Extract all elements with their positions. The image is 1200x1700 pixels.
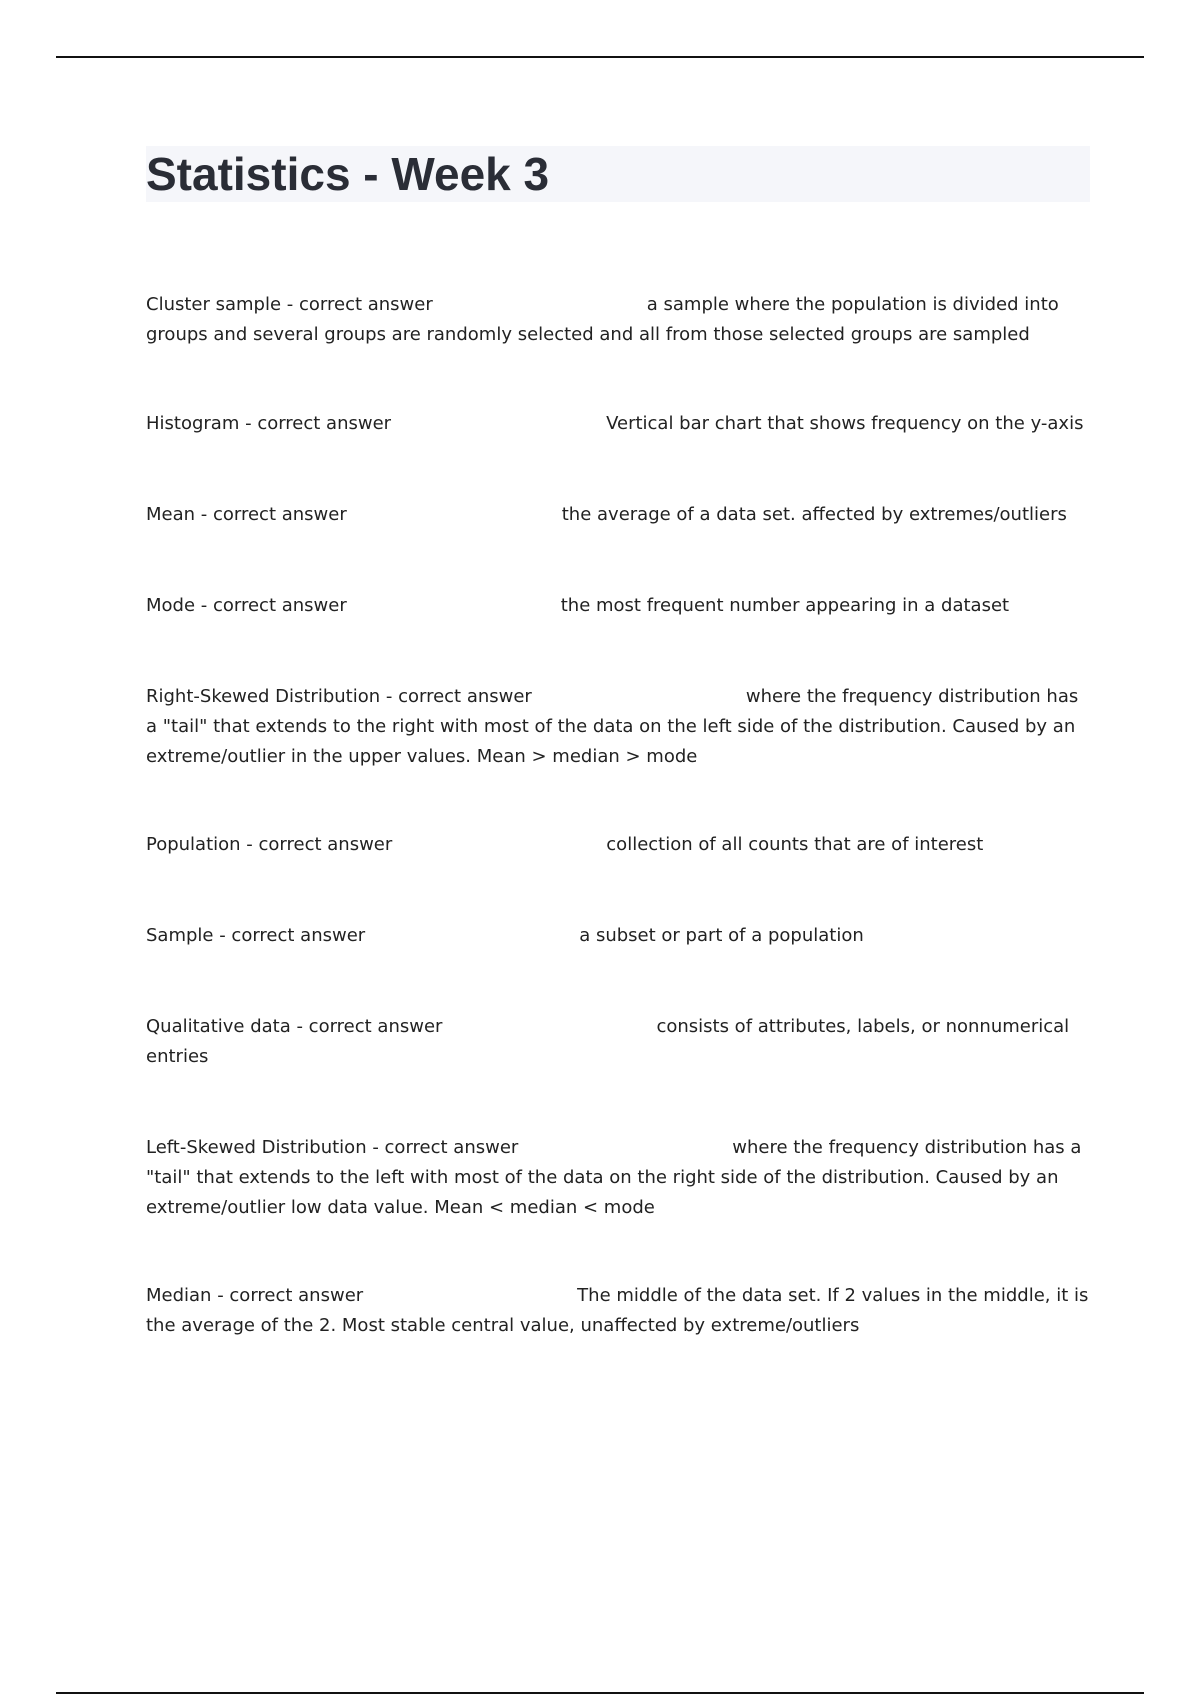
entry-term: Median - correct answer [146,1285,364,1306]
entry-median [146,1281,1090,1341]
entry-qualitative-data [146,1012,1090,1072]
entry-definition: the most frequent number appearing in a dataset [560,595,1010,616]
entry-term: Qualitative data - correct answer [146,1016,443,1037]
entry-sample [146,921,1090,951]
entry-term: Mean - correct answer [146,504,347,525]
entry-mode [146,591,1090,621]
entry-term: Cluster sample - correct answer [146,294,433,315]
footer-rule [56,1692,1144,1694]
entry-term: Left-Skewed Distribution - correct answer [146,1137,519,1158]
entry-list [146,290,1090,1341]
entry-definition: collection of all counts that are of interest [606,834,984,855]
entry-term: Population - correct answer [146,834,393,855]
entry-right-skewed [146,682,1090,772]
entry-definition: consists of attributes, labels, or nonnumerical entries [146,1016,1070,1067]
header-rule [56,56,1144,58]
entry-definition: the average of a data set. affected by extremes/outliers [561,504,1067,525]
entry-definition: where the frequency distribution has a "tail" that extends to the left with most of the data on the right side of the distribution. Caused by an extreme/outlier low data value. Mean < median < mode [146,1137,1082,1218]
entry-definition: where the frequency distribution has a "tail" that extends to the right with most of the data on the left side of the distribution. Caused by an extreme/outlier in the upper values. Mean > median > mode [146,686,1079,767]
entry-definition: The middle of the data set. If 2 values in the middle, it is the average of the 2. Most stable central value, unaffected by extreme/outliers [146,1285,1089,1336]
entry-population [146,830,1090,860]
entry-histogram [146,409,1090,439]
entry-mean [146,500,1090,530]
entry-term: Mode - correct answer [146,595,347,616]
entry-term: Right-Skewed Distribution - correct answer [146,686,532,707]
page-title: Statistics - Week 3 [146,148,550,200]
entry-definition: Vertical bar chart that shows frequency on the y-axis [606,413,1084,434]
entry-term: Sample - correct answer [146,925,366,946]
entry-definition: a subset or part of a population [579,925,864,946]
entry-definition: a sample where the population is divided into groups and several groups are randomly selected and all from those selected groups are sampled [146,294,1059,345]
entry-cluster-sample [146,290,1090,350]
entry-term: Histogram - correct answer [146,413,392,434]
entry-left-skewed [146,1133,1090,1223]
